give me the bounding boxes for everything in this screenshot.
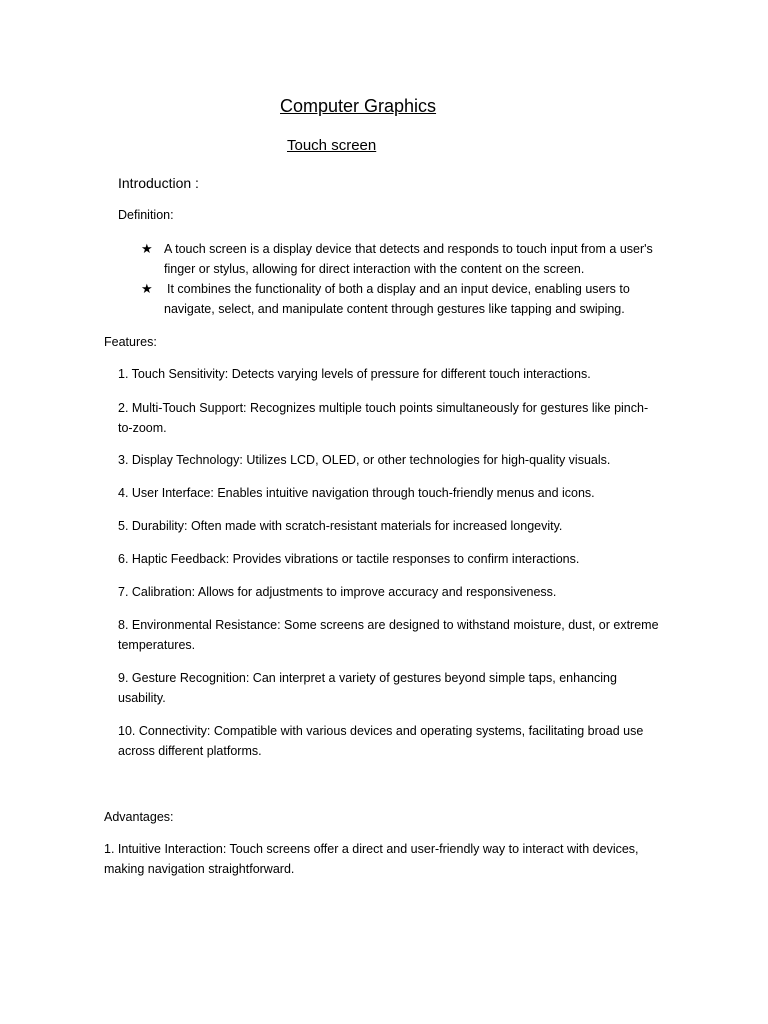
star-bullet-icon: ★ xyxy=(141,281,153,296)
introduction-heading: Introduction : xyxy=(118,175,199,191)
feature-item-continuation: usability. xyxy=(118,691,166,705)
feature-item-continuation: to-zoom. xyxy=(118,421,167,435)
feature-item-continuation: across different platforms. xyxy=(118,744,262,758)
advantages-label: Advantages: xyxy=(104,810,174,824)
feature-item: 7. Calibration: Allows for adjustments to improve accuracy and responsiveness. xyxy=(118,585,557,599)
feature-item: 5. Durability: Often made with scratch-resistant materials for increased longevity. xyxy=(118,519,563,533)
document-subtitle: Touch screen xyxy=(287,137,377,154)
feature-item: 10. Connectivity: Compatible with various devices and operating systems, facilitating broad use xyxy=(118,724,644,738)
advantage-item: 1. Intuitive Interaction: Touch screens offer a direct and user-friendly way to interact with devices, xyxy=(104,842,639,856)
feature-item: 3. Display Technology: Utilizes LCD, OLED, or other technologies for high-quality visuals. xyxy=(118,453,611,467)
feature-item: 9. Gesture Recognition: Can interpret a variety of gestures beyond simple taps, enhancing xyxy=(118,671,617,685)
feature-item: 2. Multi-Touch Support: Recognizes multiple touch points simultaneously for gestures like pinch- xyxy=(118,401,649,415)
bullet-text-line: It combines the functionality of both a display and an input device, enabling users to xyxy=(167,282,630,296)
feature-item: 6. Haptic Feedback: Provides vibrations or tactile responses to confirm interactions. xyxy=(118,552,580,566)
bullet-text-line: finger or stylus, allowing for direct interaction with the content on the screen. xyxy=(164,262,585,276)
features-label: Features: xyxy=(104,335,157,349)
star-bullet-icon: ★ xyxy=(141,241,153,256)
bullet-text-line: A touch screen is a display device that detects and responds to touch input from a user's xyxy=(164,242,653,256)
feature-item: 4. User Interface: Enables intuitive navigation through touch-friendly menus and icons. xyxy=(118,486,595,500)
bullet-text-line: navigate, select, and manipulate content through gestures like tapping and swiping. xyxy=(164,302,625,316)
feature-item-continuation: temperatures. xyxy=(118,638,196,652)
advantage-item-continuation: making navigation straightforward. xyxy=(104,862,295,876)
feature-item: 1. Touch Sensitivity: Detects varying levels of pressure for different touch interactions. xyxy=(118,367,591,381)
definition-label: Definition: xyxy=(118,208,174,222)
document-title: Computer Graphics xyxy=(280,96,437,116)
feature-item: 8. Environmental Resistance: Some screens are designed to withstand moisture, dust, or extreme xyxy=(118,618,659,632)
